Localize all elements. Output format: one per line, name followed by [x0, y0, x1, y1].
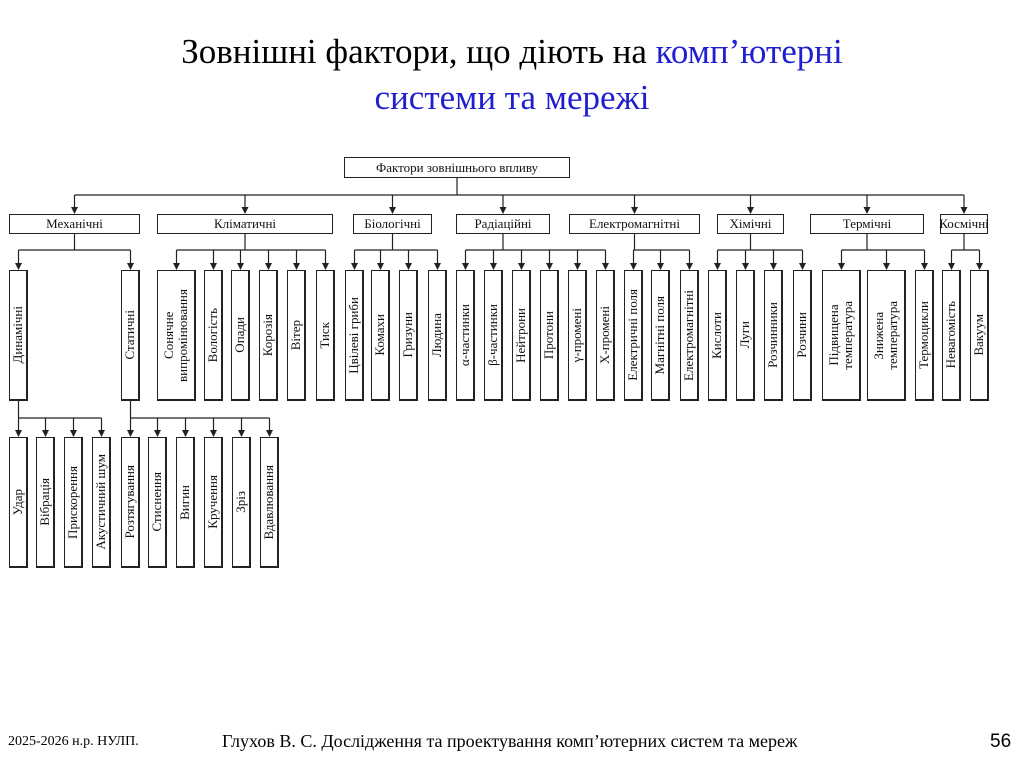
- factor-box: [736, 270, 755, 401]
- subfactor-box: [260, 437, 279, 568]
- factor-box-label: Кислоти: [709, 311, 724, 359]
- subfactor-box-label: Вдавлювання: [261, 464, 276, 540]
- factor-box: [942, 270, 961, 401]
- arrow-head-icon: [266, 430, 273, 437]
- factor-box: [915, 270, 934, 401]
- arrow-head-icon: [71, 207, 78, 214]
- category-box-label: Кліматичні: [213, 216, 277, 231]
- subfactor-box: [176, 437, 195, 568]
- factor-box: [708, 270, 727, 401]
- arrow-head-icon: [434, 263, 441, 270]
- subfactor-box: [148, 437, 167, 568]
- subfactor-box-label: Акустичний шум: [93, 454, 108, 550]
- factor-box-label: Опади: [232, 317, 247, 353]
- footer-course: Глухов В. С. Дослідження та проектування комп’ютерних систем та мереж: [222, 731, 798, 751]
- arrow-head-icon: [238, 430, 245, 437]
- factor-box: [484, 270, 503, 401]
- arrow-head-icon: [154, 430, 161, 437]
- arrow-head-icon: [747, 207, 754, 214]
- category-box: [9, 214, 140, 234]
- factor-box: [867, 270, 906, 401]
- arrow-head-icon: [657, 263, 664, 270]
- subfactor-box: [204, 437, 223, 568]
- arrow-head-icon: [630, 263, 637, 270]
- factor-box-label: Корозія: [260, 313, 275, 357]
- category-box-label: Термічні: [842, 216, 892, 231]
- factor-box-label: Тиск: [317, 321, 332, 349]
- factor-box: [624, 270, 643, 401]
- factor-box: [793, 270, 812, 401]
- arrow-head-icon: [351, 263, 358, 270]
- category-box: [353, 214, 432, 234]
- factor-box: [970, 270, 989, 401]
- arrow-head-icon: [42, 430, 49, 437]
- category-box-label: Хімічні: [729, 216, 772, 231]
- arrow-head-icon: [405, 263, 412, 270]
- arrow-head-icon: [182, 430, 189, 437]
- factor-box: [287, 270, 306, 401]
- title-highlight: комп’ютерні: [655, 32, 843, 71]
- factor-box: [399, 270, 418, 401]
- factor-box: [259, 270, 278, 401]
- factor-box-label: X-промені: [597, 306, 612, 364]
- factor-box: [121, 270, 140, 401]
- subfactor-box: [64, 437, 83, 568]
- arrow-head-icon: [864, 207, 871, 214]
- category-box: [940, 214, 988, 234]
- factor-box-label: Вологість: [205, 307, 220, 363]
- arrow-head-icon: [127, 263, 134, 270]
- factor-box-label: Вакуум: [971, 314, 986, 356]
- factor-box: [596, 270, 615, 401]
- category-box-label: Механічні: [46, 216, 103, 231]
- factor-box-label: Гризуни: [400, 312, 415, 358]
- arrow-head-icon: [293, 263, 300, 270]
- subfactor-box: [92, 437, 111, 568]
- arrow-head-icon: [322, 263, 329, 270]
- subfactor-box: [121, 437, 140, 568]
- title-text: Зовнішні фактори, що діють на: [181, 32, 656, 71]
- footer-year: 2025-2026 н.р. НУЛП.: [8, 734, 139, 749]
- factor-box: [9, 270, 28, 401]
- factor-box: [512, 270, 531, 401]
- arrow-head-icon: [631, 207, 638, 214]
- page-number: 56: [990, 731, 1012, 752]
- factor-box-label: Підвищена температура: [826, 300, 855, 370]
- factor-box-label: Розчинники: [765, 302, 780, 368]
- factor-box-label: Розчини: [794, 312, 809, 358]
- arrow-head-icon: [686, 263, 693, 270]
- factor-box-label: Електричні поля: [625, 289, 640, 381]
- category-box-label: Електромагнітні: [589, 216, 680, 231]
- arrow-head-icon: [770, 263, 777, 270]
- subfactor-box-label: Вібрація: [37, 478, 52, 526]
- subfactor-box: [36, 437, 55, 568]
- factor-box: [540, 270, 559, 401]
- subfactor-box-label: Вигин: [177, 484, 192, 520]
- arrow-head-icon: [210, 263, 217, 270]
- subfactor-box: [232, 437, 251, 568]
- factor-box-label: Електромагнітні: [681, 289, 696, 381]
- category-box: [569, 214, 700, 234]
- factor-box: [568, 270, 587, 401]
- factor-box: [764, 270, 783, 401]
- category-box-label: Біологічні: [364, 216, 421, 231]
- arrow-head-icon: [921, 263, 928, 270]
- factor-box: [316, 270, 335, 401]
- factor-box-label: Цвілеві гриби: [346, 296, 361, 374]
- category-box: [717, 214, 784, 234]
- category-box-label: Радіаційні: [474, 216, 532, 231]
- factor-box-label: Невагомість: [943, 301, 958, 369]
- subfactor-box-label: Удар: [10, 488, 25, 516]
- factor-box-label: Луги: [737, 321, 752, 349]
- arrow-head-icon: [462, 263, 469, 270]
- arrow-head-icon: [389, 207, 396, 214]
- factor-box-label: β-частинки: [485, 304, 500, 366]
- arrow-head-icon: [838, 263, 845, 270]
- arrow-head-icon: [490, 263, 497, 270]
- arrow-head-icon: [799, 263, 806, 270]
- category-box: [157, 214, 333, 234]
- factor-box-label: Сонячне випромінювання: [161, 288, 190, 382]
- arrow-head-icon: [237, 263, 244, 270]
- subfactor-box-label: Розтягування: [122, 465, 137, 539]
- arrow-head-icon: [242, 207, 249, 214]
- factor-box-label: γ-промені: [569, 307, 584, 363]
- factor-box: [345, 270, 364, 401]
- arrow-head-icon: [602, 263, 609, 270]
- factor-box: [157, 270, 196, 401]
- category-box: [810, 214, 924, 234]
- factor-box-label: Динамічні: [10, 306, 25, 364]
- slide-title-line2: системи та мережі: [374, 78, 650, 117]
- arrow-head-icon: [883, 263, 890, 270]
- factor-box-label: Протони: [541, 310, 556, 360]
- factor-box: [428, 270, 447, 401]
- root-box-label: Фактори зовнішнього впливу: [375, 159, 539, 175]
- arrow-head-icon: [976, 263, 983, 270]
- factor-box-label: α-частинки: [457, 303, 472, 367]
- category-box-label: Космічні: [939, 216, 989, 231]
- factor-box-label: Вітер: [288, 319, 303, 351]
- subfactor-box-label: Прискорення: [65, 465, 80, 539]
- factor-box: [231, 270, 250, 401]
- factor-box-label: Термоцикли: [916, 301, 931, 369]
- root-box: [344, 157, 570, 178]
- arrow-head-icon: [742, 263, 749, 270]
- subfactor-box-label: Зріз: [233, 491, 248, 513]
- arrow-head-icon: [518, 263, 525, 270]
- factor-box-label: Статичні: [122, 310, 137, 360]
- subfactor-box: [9, 437, 28, 568]
- factor-box-label: Нейтрони: [513, 307, 528, 363]
- category-box: [456, 214, 550, 234]
- arrow-head-icon: [265, 263, 272, 270]
- arrow-head-icon: [173, 263, 180, 270]
- arrow-head-icon: [546, 263, 553, 270]
- factor-box: [680, 270, 699, 401]
- arrow-head-icon: [500, 207, 507, 214]
- factor-box: [371, 270, 390, 401]
- arrow-head-icon: [15, 430, 22, 437]
- arrow-head-icon: [961, 207, 968, 214]
- factor-box-label: Комахи: [372, 314, 387, 356]
- arrow-head-icon: [127, 430, 134, 437]
- factor-box: [822, 270, 861, 401]
- factor-box-label: Знижена температура: [871, 300, 900, 370]
- factor-box: [651, 270, 670, 401]
- arrow-head-icon: [948, 263, 955, 270]
- arrow-head-icon: [714, 263, 721, 270]
- arrow-head-icon: [98, 430, 105, 437]
- arrow-head-icon: [377, 263, 384, 270]
- factor-box-label: Магнітні поля: [652, 295, 667, 375]
- subfactor-box-label: Стиснення: [149, 472, 164, 532]
- arrow-head-icon: [210, 430, 217, 437]
- factor-box: [456, 270, 475, 401]
- arrow-head-icon: [70, 430, 77, 437]
- arrow-head-icon: [574, 263, 581, 270]
- factor-box-label: Людина: [429, 312, 444, 358]
- subfactor-box-label: Кручення: [205, 475, 220, 529]
- factor-box: [204, 270, 223, 401]
- arrow-head-icon: [15, 263, 22, 270]
